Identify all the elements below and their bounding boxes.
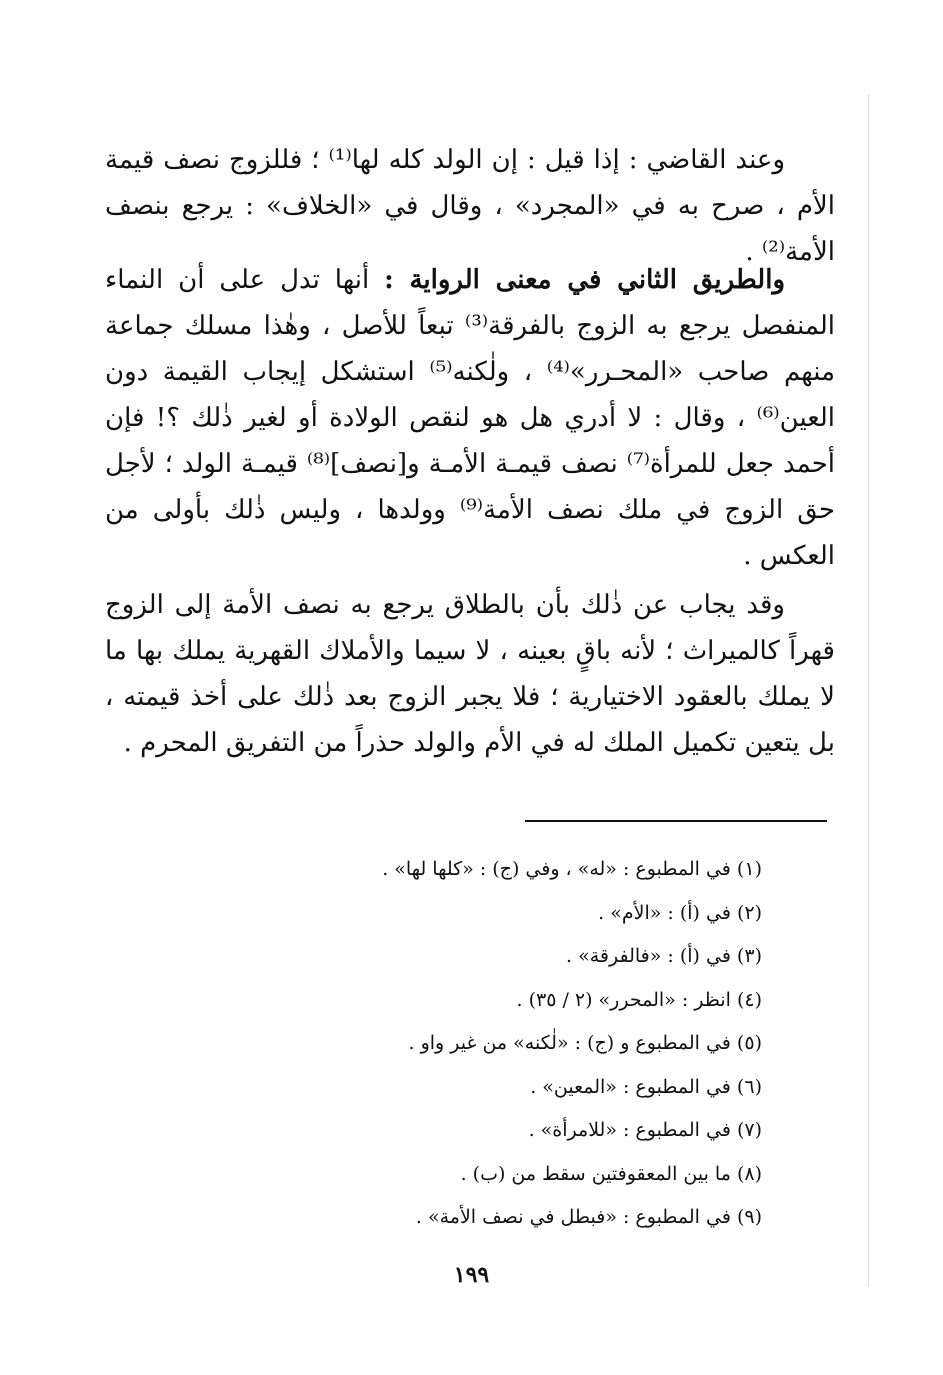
paragraph-1-text: وعند القاضي : إذا قيل : إن الولد كله لها⁽¹⁾ ؛ فللزوج نصف قيمة الأم ، صرح به في «المجرد» ، وقال في «الخلاف» : يرجع بنصف الأمة⁽²⁾ . <box>105 145 835 267</box>
footnote-3: (٣) في (أ) : «فالفرقة» . <box>566 945 762 967</box>
paragraph-2-lead: والطريق الثاني في معنى الرواية : <box>384 265 785 295</box>
paragraph-2-text <box>105 257 835 579</box>
paragraph-1 <box>105 137 835 275</box>
footnote-4: (٤) انظر : «المحرر» (٢ / ٣٥) . <box>516 988 762 1011</box>
paragraph-2-body: أنها تدل على أن النماء المنفصل يرجع به الزوج بالفرقة⁽³⁾ تبعاً للأصل ، وهٰذا مسلك جماعة منهم صاحب «المحـرر»⁽⁴⁾ ، ولٰكنه⁽⁵⁾ استشكل إيجاب القيمة دون العين⁽⁶⁾ ، وقال : لا أدري هل هو لنقص الولادة أو لغير ذٰلك ؟! فإن أحمد جعل للمرأة⁽⁷⁾ نصف قيمـة الأمـة و[نصف]⁽⁸⁾ قيمـة الولد ؛ لأجل حق الزوج في ملك نصف الأمة⁽⁹⁾ وولدها ، وليس ذٰلك بأولى من العكس . <box>105 265 836 571</box>
footnote-5: (٥) في المطبوع و (ج) : «لٰكنه» من غير واو . <box>408 1032 762 1054</box>
page-number: ١٩٩ <box>453 1262 490 1288</box>
paragraph-2 <box>105 257 835 579</box>
paragraph-3 <box>105 582 835 766</box>
footnotes-list <box>300 848 762 1240</box>
margin-dotted-rule <box>868 95 869 1285</box>
footnote-1: (١) في المطبوع : «له» ، وفي (ج) : «كلها لها» . <box>382 858 762 880</box>
footnote-9: (٩) في المطبوع : «فبطل في نصف الأمة» . <box>415 1206 762 1228</box>
footnote-8: (٨) ما بين المعقوفتين سقط من (ب) . <box>460 1162 762 1185</box>
footnote-separator <box>525 820 827 822</box>
footnote-2: (٢) في (أ) : «الأم» . <box>598 901 762 924</box>
footnote-7: (٧) في المطبوع : «للامرأة» . <box>528 1119 762 1141</box>
paragraph-3-text: وقد يجاب عن ذٰلك بأن بالطلاق يرجع به نصف الأمة إلى الزوج قهراً كالميراث ؛ لأنه باقٍ بعينه ، لا سيما والأملاك القهرية يملك بها ما لا يملك بالعقود الاختيارية ؛ فلا يجبر الزوج بعد ذٰلك على أخذ قيمته ، بل يتعين تكميل الملك له في الأم والولد حذراً من التفريق المحرم . <box>105 590 835 758</box>
footnote-6: (٦) في المطبوع : «المعين» . <box>530 1075 762 1098</box>
